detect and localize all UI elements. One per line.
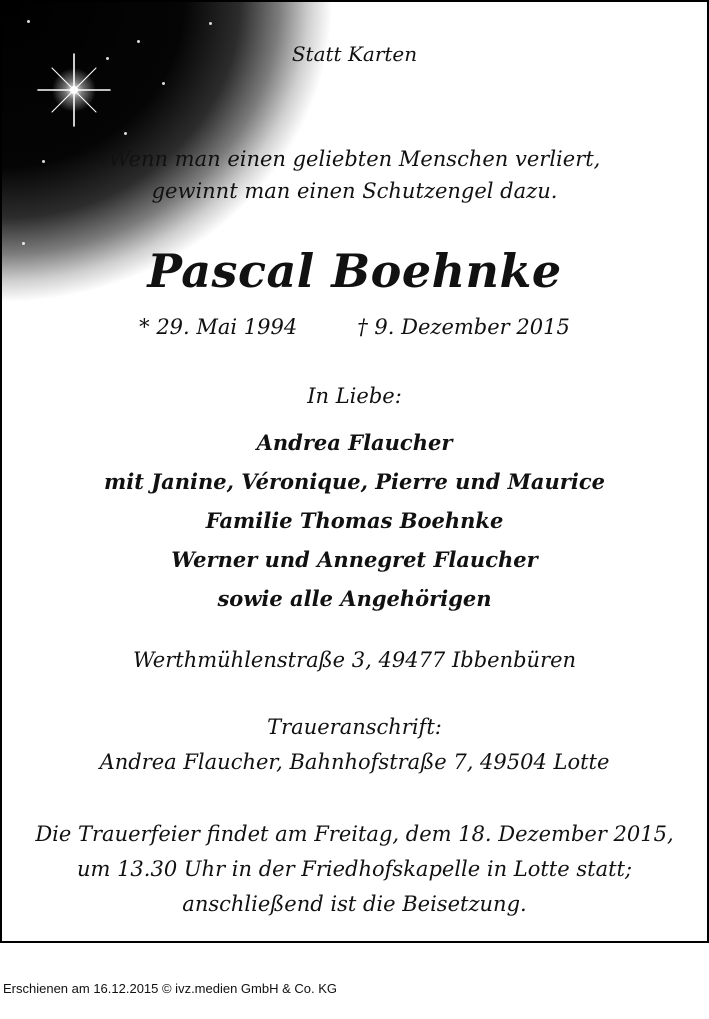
- mourner-line: Andrea Flaucher: [256, 430, 453, 455]
- publication-footer: Erschienen am 16.12.2015 © ivz.medien GmbH & Co. KG: [3, 981, 338, 996]
- funeral-line: um 13.30 Uhr in der Friedhofskapelle in Lotte statt;: [76, 857, 633, 881]
- funeral-line: Die Trauerfeier findet am Freitag, dem 18. Dezember 2015,: [35, 822, 674, 846]
- small-star-icon: [209, 22, 212, 25]
- birth-date: * 29. Mai 1994: [139, 315, 298, 339]
- deceased-name: Pascal Boehnke: [147, 244, 562, 298]
- family-address: Werthmühlenstraße 3, 49477 Ibbenbüren: [132, 648, 577, 672]
- mourner-line: Familie Thomas Boehnke: [205, 508, 504, 533]
- death-date: † 9. Dezember 2015: [357, 315, 570, 339]
- mourning-address-label: Traueranschrift:: [267, 715, 442, 739]
- small-star-icon: [162, 82, 165, 85]
- funeral-info: [2, 817, 707, 922]
- funeral-line: anschließend ist die Beisetzung.: [182, 892, 527, 916]
- quote-line: Wenn man einen geliebten Menschen verliert,: [108, 147, 601, 171]
- mourner-line: mit Janine, Véronique, Pierre und Maurice: [104, 469, 605, 494]
- quote-line: gewinnt man einen Schutzengel dazu.: [151, 179, 558, 203]
- mourners-list: [2, 423, 707, 618]
- mourner-line: sowie alle Angehörigen: [217, 586, 492, 611]
- small-star-icon: [27, 20, 30, 23]
- mourning-address: [2, 710, 707, 780]
- small-star-icon: [124, 132, 127, 135]
- header-statt-karten: Statt Karten: [291, 42, 418, 66]
- quote: [2, 143, 707, 207]
- in-love-label: In Liebe:: [307, 384, 402, 408]
- mourner-line: Werner und Annegret Flaucher: [171, 547, 538, 572]
- life-dates: [2, 315, 707, 339]
- mourning-address-value: Andrea Flaucher, Bahnhofstraße 7, 49504 Lotte: [99, 750, 610, 774]
